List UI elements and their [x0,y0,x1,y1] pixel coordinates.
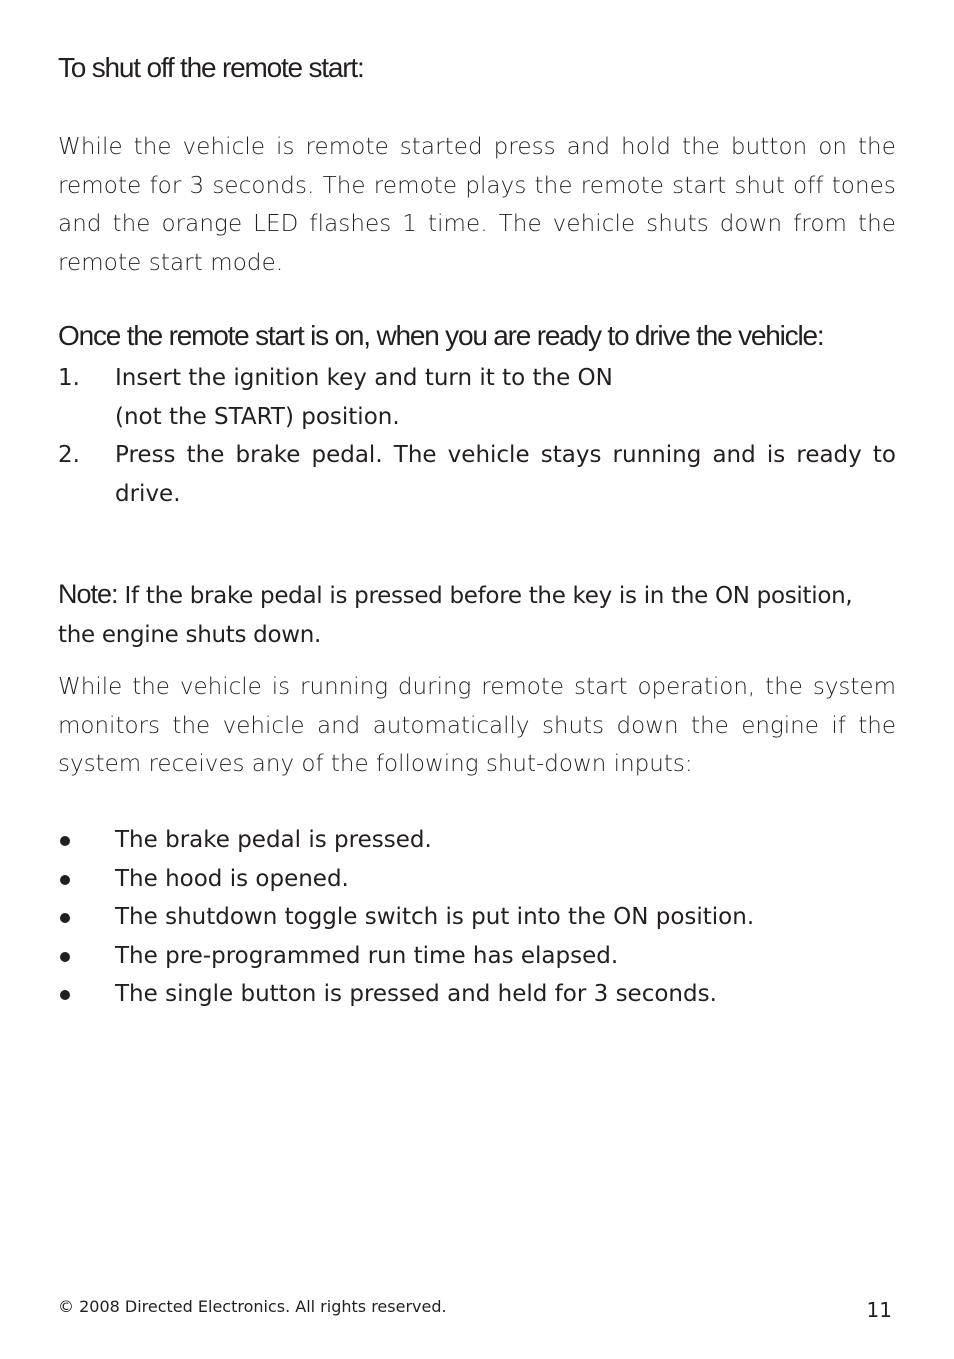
bullet-icon [60,990,70,1000]
shut-off-paragraph: While the vehicle is remote started press and hold the button on the remote for 3 seconds. The remote plays the remote start shut off tones and the orange LED flashes 1 time. The vehicle shuts down from the remote start mode. [58,134,896,276]
bullet-item [58,860,896,899]
bullet-icon [60,875,70,885]
bullet-item [58,937,896,976]
bullet-item [58,821,896,860]
note-label: Note: [58,579,118,609]
footer-copyright: © 2008 Directed Electronics. All rights reserved. [58,1297,447,1316]
bullet-text: The hood is opened. [115,865,349,892]
step-number: 2. [58,442,80,468]
drive-steps-list [58,359,896,513]
bullet-icon [60,952,70,962]
step-text: Press the brake pedal. The vehicle stays running and is ready to drive. [115,442,896,507]
bullet-text: The shutdown toggle switch is put into the ON position. [115,904,755,930]
bullet-text: The pre-programmed run time has elapsed. [115,942,619,969]
bullet-text: The single button is pressed and held for 3 seconds. [115,981,717,1007]
step-item [58,436,896,513]
section-heading-shut-off: To shut off the remote start: [58,52,364,83]
note-paragraph [58,575,896,654]
bullet-item [58,975,896,1014]
page-number: 11 [866,1298,892,1322]
bullet-item [58,898,896,937]
note-text: If the brake pedal is pressed before the key is in the ON position, the engine shuts down. [58,583,853,648]
step-item [58,359,896,436]
bullet-icon [60,913,70,923]
step-number: 1. [58,365,80,391]
bullet-icon [60,836,70,846]
shutdown-inputs-list [58,821,896,1014]
step-text-line: (not the START) position. [115,403,400,430]
bullet-text: The brake pedal is pressed. [115,827,432,853]
monitoring-paragraph: While the vehicle is running during remote start operation, the system monitors the vehicle and automatically shuts down the engine if the system receives any of the following shut-down inputs: [58,674,896,777]
step-text-line: Insert the ignition key and turn it to the ON [115,365,613,391]
section-heading-ready-to-drive: Once the remote start is on, when you are ready to drive the vehicle: [58,320,824,351]
